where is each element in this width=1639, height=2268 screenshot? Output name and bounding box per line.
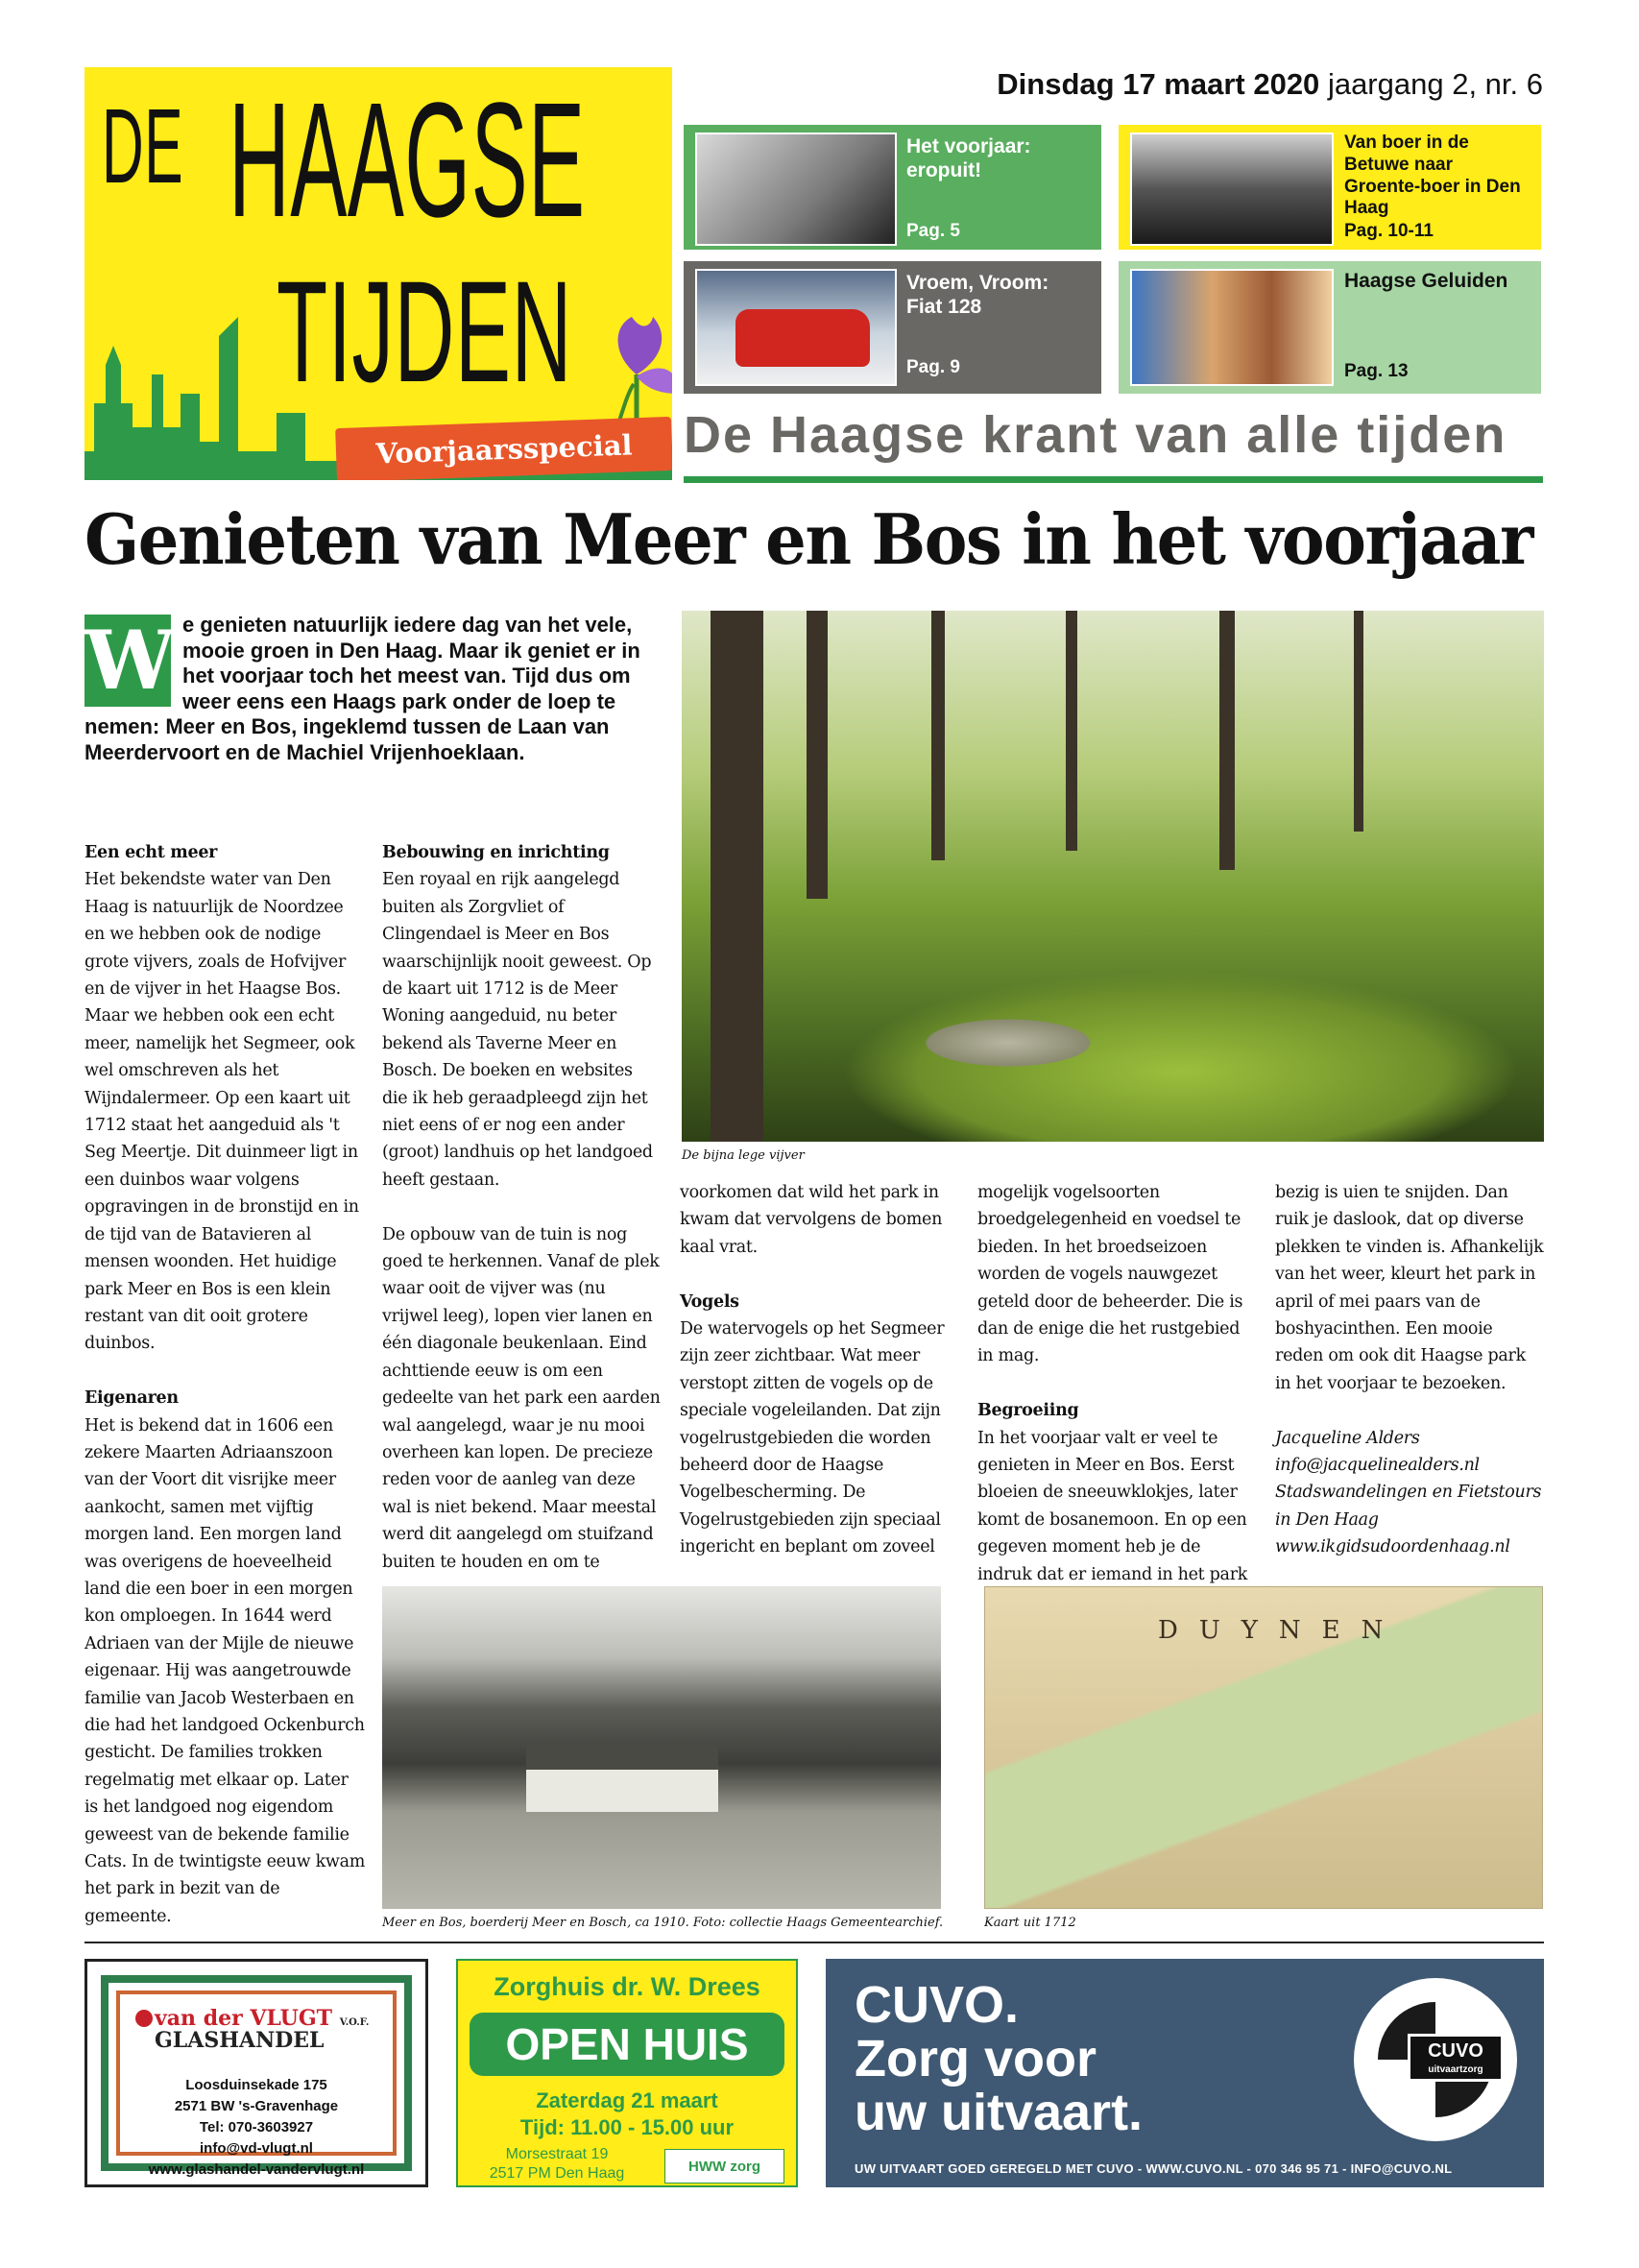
map-lettering: DUYNEN	[1158, 1616, 1405, 1645]
teaser-photo	[695, 133, 897, 246]
paragraph: De opbouw van de tuin is nog goed te herkennen. Vanaf de plek waar ooit de vijver was (nu vrijwel leeg), lopen vier lanen en één diagonale beukenlaan. Eind achttiende eeuw is om een gedeelte van het park een aarden wal aangelegd, waar je nu mooi overheen kan lopen. De precieze reden voor de aanleg van deze wal is niet bekend. Maar meestal werd dit aangelegd om stuifzand buiten te houden en om te	[382, 1224, 661, 1572]
article-column-3	[680, 1179, 958, 1561]
article-headline: Genieten van Meer en Bos in het voorjaar	[84, 498, 1533, 580]
article-column-4	[977, 1179, 1258, 1588]
article-column-5	[1275, 1179, 1544, 1561]
intro-text: e genieten natuurlijk iedere dag van het vele, mooie groen in Den Haag. Maar ik geniet er in het voorjaar toch het meest van. Tijd dus om weer eens een Haags park onder de loep te nemen: Meer en Bos, ingeklemd tussen de Laan van Meerdervoort en de Machiel Vrijenhoeklaan.	[84, 613, 640, 764]
logo-sub: uitvaartzorg	[1428, 2064, 1483, 2075]
subheading: Begroeiing	[977, 1401, 1079, 1421]
paragraph: bezig is uien te snijden. Dan ruik je daslook, dat op diverse plekken te vinden is. Afhankelijk van het weer, kleurt het park in april of mei paars van de boshyacinthen. Een mooie reden om ook dit Haagse park in het voorjaar te bezoeken.	[1275, 1183, 1544, 1393]
ad-footer: UW UITVAART GOED GEREGELD MET CUVO - WWW.CUVO.NL - 070 346 95 71 - INFO@CUVO.NL	[855, 2161, 1453, 2176]
drop-cap: W	[84, 613, 176, 708]
masthead-logo	[84, 67, 672, 480]
ad-datetime	[458, 2087, 796, 2141]
teaser-title: Haagse Geluiden	[1344, 270, 1508, 292]
paragraph: Een royaal en rijk aangelegd buiten als Zorgvliet of Clingendael is Meer en Bos waarschijnlijk nooit geweest. Op de kaart uit 1712 is de Meer Woning aangeduid, nu beter bekend als Taverne Meer en Bosch. De boeken en websites die ik heb geraadpleegd zijn het niet eens of er nog een ander (groot) landhuis op het landgoed heeft gestaan.	[382, 870, 653, 1190]
photo-caption: Meer en Bos, boerderij Meer en Bosch, ca 1910. Foto: collectie Haags Gemeentearchief.	[382, 1916, 944, 1930]
ad-zorghuis-drees[interactable]	[456, 1959, 798, 2187]
cuvo-logo-label	[1408, 2034, 1504, 2082]
ad-date: Zaterdag 21 maart	[536, 2088, 718, 2112]
dropcap-spacer	[84, 613, 182, 712]
issue-info	[997, 67, 1543, 102]
subheading: Bebouwing en inrichting	[382, 843, 610, 862]
teaser-fiat[interactable]	[684, 261, 1101, 394]
issue-volume: jaargang 2, nr. 6	[1327, 67, 1543, 101]
ad-glashandel-van-der-vlugt[interactable]	[84, 1959, 428, 2187]
ad-phone: Tel: 070-3603927	[199, 2119, 314, 2135]
photo-caption: De bijna lege vijver	[682, 1148, 805, 1163]
photo-boerderij-1910	[382, 1586, 941, 1909]
logo-haagse: HAAGSE	[229, 69, 586, 252]
ad-time: Tijd: 11.00 - 15.00 uur	[519, 2115, 735, 2139]
car-image	[735, 309, 870, 367]
ad-contact	[126, 2075, 387, 2181]
ad-address	[475, 2145, 639, 2184]
ad-brand	[155, 2008, 369, 2052]
article-column-2	[382, 839, 663, 1576]
ads-divider	[84, 1942, 1544, 1943]
article-column-1	[84, 839, 365, 1930]
teaser-page: Pag. 5	[906, 221, 960, 241]
teaser-page: Pag. 13	[1344, 361, 1409, 381]
ad-title: Zorghuis dr. W. Drees	[494, 1972, 760, 2001]
teaser-photo	[695, 269, 897, 386]
newspaper-tagline: De Haagse krant van alle tijden	[684, 406, 1507, 464]
teaser-page: Pag. 10-11	[1344, 221, 1434, 241]
teaser-title: Vroem, Vroom: Fiat 128	[906, 272, 1049, 319]
issue-date: Dinsdag 17 maart 2020	[997, 67, 1320, 101]
cuvo-logo-icon	[1354, 1978, 1517, 2141]
ad-address: Loosduinsekade 175	[185, 2077, 327, 2093]
tagline-divider	[684, 476, 1543, 483]
photo-meer-en-bos-vijver	[682, 611, 1544, 1142]
ad-street: Morsestraat 19	[505, 2146, 609, 2162]
teaser-title: Het voorjaar: eropuit!	[906, 135, 1031, 182]
teaser-title: Van boer in de Betuwe naar Groente-boer in Den Haag	[1344, 133, 1521, 219]
logo-name: CUVO	[1428, 2040, 1483, 2062]
ad-cuvo-uitvaartzorg[interactable]	[826, 1959, 1544, 2187]
author-signature: Jacqueline Alders info@jacquelinealders.nl Stadswandelingen en Fietstours in Den Haag www.ikgidsudoordenhaag.nl	[1275, 1428, 1542, 1557]
subheading: Vogels	[680, 1291, 739, 1312]
map-1712	[984, 1586, 1543, 1909]
teaser-photo	[1130, 133, 1334, 246]
brand-top: van der VLUGT	[155, 2006, 333, 2031]
logo-de: DE	[102, 87, 184, 205]
logo-tijden: TIJDEN	[277, 251, 572, 412]
paragraph: Het is bekend dat in 1606 een zekere Maarten Adriaanszoon van der Voort dit visrijke meer aankocht, samen met vijftig morgen land. Een morgen land was overigens de hoeveelheid land die een boer in een morgen kon omploegen. In 1644 werd Adriaen van der Mijle de nieuwe eigenaar. Hij was aangetrouwde familie van Jacob Westerbaen en die had het landgoed Ockenburch gesticht. De families trokken regelmatig met elkaar op. Later is het landgoed nog eigendom geweest van de bekende familie Cats. In de twintigste eeuw kwam het park in bezit van de gemeente.	[84, 1415, 366, 1926]
brand-suffix: V.O.F.	[339, 2017, 370, 2028]
subheading: Eigenaren	[84, 1388, 179, 1409]
teaser-photo	[1130, 269, 1334, 386]
voorjaarsspecial-banner: Voorjaarsspecial	[335, 417, 672, 480]
photo-caption: Kaart uit 1712	[984, 1916, 1076, 1930]
teaser-groenteboer[interactable]	[1119, 125, 1541, 250]
ad-email: info@vd-vlugt.nl	[200, 2140, 313, 2157]
hww-zorg-logo: HWW zorg	[664, 2149, 784, 2184]
teaser-voorjaar[interactable]	[684, 125, 1101, 250]
flower-logo-icon	[135, 2010, 153, 2027]
open-huis-button: OPEN HUIS	[470, 2013, 784, 2076]
ad-city: 2571 BW 's-Gravenhage	[174, 2098, 339, 2114]
paragraph: In het voorjaar valt er veel te genieten in Meer en Bos. Eerst bloeien de sneeuwklokjes, later komt de bosanemoon. En op een gegeven moment heb je de indruk dat er iemand in het park	[977, 1428, 1248, 1584]
subheading: Een echt meer	[84, 843, 218, 862]
paragraph: Het bekendste water van Den Haag is natuurlijk de Noordzee en we hebben ook de nodige grote vijvers, zoals de Hofvijver en de vijver in het Haagse Bos. Maar we hebben ook een echt meer, namelijk het Segmeer, ook wel omschreven als het Wijndalermeer. Op een kaart uit 1712 staat het aangeduid als 't Seg Meertje. Dit duinmeer ligt in een duinbos waar volgens opgravingen in de bronstijd en in de tijd van de Batavieren al mensen woonden. Het huidige park Meer en Bos is een klein restant van dit ooit grotere duinbos.	[84, 870, 359, 1354]
paragraph: voorkomen dat wild het park in kwam dat vervolgens de bomen kaal vrat.	[680, 1183, 943, 1257]
teaser-page: Pag. 9	[906, 357, 960, 377]
paragraph: mogelijk vogelsoorten broedgelegenheid en voedsel te bieden. In het broedseizoen worden de vogels nauwgezet geteld door de beheerder. Die is dan de enige die het rustgebied in mag.	[977, 1183, 1243, 1366]
ad-website: www.glashandel-vandervlugt.nl	[148, 2161, 365, 2178]
brand-bottom: GLASHANDEL	[155, 2028, 325, 2054]
farmhouse-image	[526, 1745, 718, 1812]
teaser-haagse-geluiden[interactable]	[1119, 261, 1541, 394]
article-intro	[84, 613, 651, 765]
ad-city: 2517 PM Den Haag	[489, 2165, 625, 2182]
paragraph: De watervogels op het Segmeer zijn zeer zichtbaar. Wat meer verstopt zitten de vogels op de speciale vogeleilanden. Dat zijn vogelrustgebieden die worden beheerd door de Haagse Vogelbescherming. De Vogelrustgebieden zijn speciaal ingericht en beplant om zoveel	[680, 1319, 945, 1557]
ad-headline: CUVO. Zorg voor uw uitvaart.	[855, 1976, 1144, 2141]
